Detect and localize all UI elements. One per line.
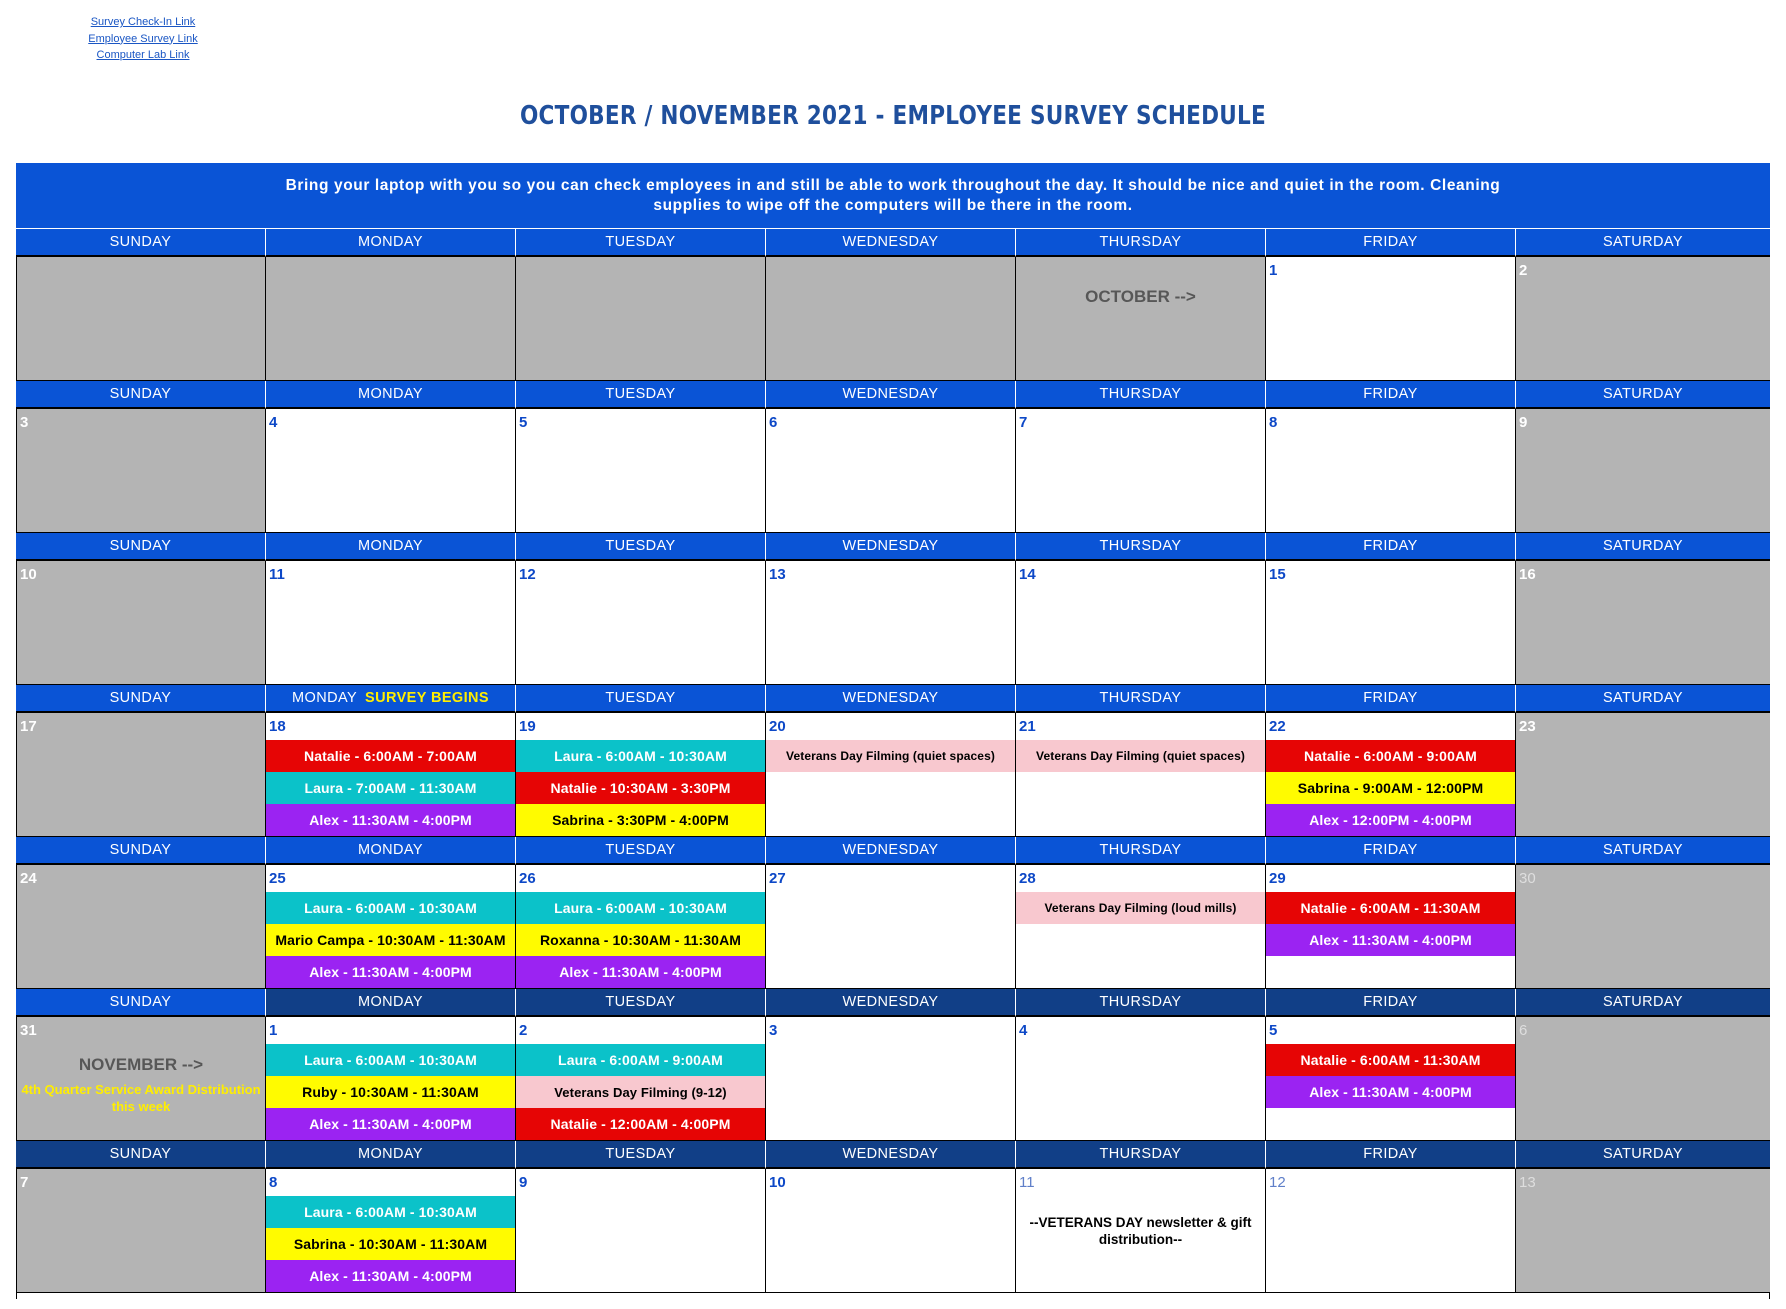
date-number: 22 [1269, 718, 1286, 735]
header-friday: FRIDAY [1266, 533, 1516, 561]
day-cell [16, 561, 266, 684]
header-tuesday: TUESDAY [516, 1141, 766, 1169]
header-saturday: SATURDAY [1516, 989, 1770, 1017]
week-row [16, 409, 1770, 533]
day-cell [1016, 257, 1266, 380]
day-cell [16, 409, 266, 532]
header-tuesday: TUESDAY [516, 837, 766, 865]
day-cell [766, 257, 1016, 380]
date-number: 3 [769, 1022, 778, 1039]
filming-event: Veterans Day Filming (quiet spaces) [1016, 740, 1265, 772]
date-number: 23 [1519, 718, 1536, 735]
date-number: 8 [269, 1174, 278, 1191]
survey-check-in-link[interactable]: Survey Check-In Link [90, 16, 196, 28]
shift-event: Natalie - 6:00AM - 9:00AM [1266, 740, 1515, 772]
weekday-header [16, 989, 1770, 1017]
shift-event: Laura - 6:00AM - 10:30AM [266, 1044, 515, 1076]
day-cell [16, 1169, 266, 1292]
date-number: 13 [769, 566, 786, 583]
date-number: 11 [1019, 1174, 1035, 1191]
day-cell [16, 257, 266, 380]
header-saturday: SATURDAY [1516, 1141, 1770, 1169]
shift-event: Laura - 7:00AM - 11:30AM [266, 772, 515, 804]
employee-survey-link[interactable]: Employee Survey Link [88, 32, 198, 45]
day-cell [1516, 257, 1770, 380]
day-cell [766, 561, 1016, 684]
day-cell [1016, 561, 1266, 684]
shift-event: Alex - 11:30AM - 4:00PM [266, 1260, 515, 1292]
date-number: 10 [20, 566, 37, 583]
notice-banner [16, 163, 1770, 229]
header-friday: FRIDAY [1266, 1141, 1516, 1169]
day-cell [1016, 409, 1266, 532]
date-number: 4 [269, 414, 278, 431]
november-marker: NOVEMBER --> [78, 1055, 204, 1074]
shift-event: Roxanna - 10:30AM - 11:30AM [516, 924, 765, 956]
day-cell [516, 713, 766, 836]
header-saturday: SATURDAY [1516, 533, 1770, 561]
day-cell [1016, 865, 1266, 988]
day-cell [1266, 561, 1516, 684]
day-cell [266, 1017, 516, 1140]
shift-event: Sabrina - 9:00AM - 12:00PM [1266, 772, 1515, 804]
date-number: 3 [20, 414, 29, 431]
date-number: 25 [269, 870, 286, 887]
day-cell [1516, 713, 1770, 836]
calendar [16, 163, 1770, 1299]
shift-event: Natalie - 6:00AM - 11:30AM [1266, 1044, 1515, 1076]
header-sunday: SUNDAY [16, 1141, 266, 1169]
shift-event: Natalie - 6:00AM - 11:30AM [1266, 892, 1515, 924]
date-number: 20 [769, 718, 786, 735]
day-cell [1266, 257, 1516, 380]
day-cell [16, 713, 266, 836]
header-thursday: THURSDAY [1016, 1141, 1266, 1169]
day-cell [766, 865, 1016, 988]
day-cell [516, 1169, 766, 1292]
notice-text: Bring your laptop with you so you can check employees in and still be able to work throughout the day. It should be nice and quiet in the room. Cleaning supplies to wipe off the computers will be there in the room. [285, 176, 1501, 214]
day-cell [1516, 409, 1770, 532]
week-row [16, 1017, 1770, 1141]
header-wednesday: WEDNESDAY [766, 989, 1016, 1017]
day-cell [1016, 1017, 1266, 1140]
shift-event: Laura - 6:00AM - 9:00AM [516, 1044, 765, 1076]
date-number: 7 [1019, 414, 1028, 431]
header-sunday: SUNDAY [16, 229, 266, 257]
date-number: 19 [519, 718, 536, 735]
day-cell [16, 1017, 266, 1140]
veterans-day-note: --VETERANS DAY newsletter & gift distribution-- [1029, 1215, 1252, 1247]
shift-event: Alex - 11:30AM - 4:00PM [1266, 1076, 1515, 1108]
shift-event: Natalie - 6:00AM - 7:00AM [266, 740, 515, 772]
date-number: 2 [519, 1022, 528, 1039]
day-cell [516, 409, 766, 532]
date-number: 28 [1019, 870, 1036, 887]
header-thursday: THURSDAY [1016, 381, 1266, 409]
shift-event: Alex - 11:30AM - 4:00PM [266, 1108, 515, 1140]
shift-event: Alex - 11:30AM - 4:00PM [516, 956, 765, 988]
header-monday: MONDAY [266, 989, 516, 1017]
date-number: 5 [519, 414, 528, 431]
weekday-header [16, 685, 1770, 713]
header-wednesday: WEDNESDAY [766, 229, 1016, 257]
header-thursday: THURSDAY [1016, 229, 1266, 257]
date-number: 4 [1019, 1022, 1028, 1039]
shift-event: Alex - 11:30AM - 4:00PM [1266, 924, 1515, 956]
day-cell [1016, 713, 1266, 836]
day-cell [1266, 1169, 1516, 1292]
day-cell [1266, 713, 1516, 836]
date-number: 12 [1269, 1174, 1286, 1191]
day-cell [766, 713, 1016, 836]
header-friday: FRIDAY [1266, 989, 1516, 1017]
header-friday: FRIDAY [1266, 381, 1516, 409]
date-number: 7 [20, 1174, 29, 1191]
award-note: 4th Quarter Service Award Distribution this week [21, 1082, 261, 1114]
day-cell [766, 1169, 1016, 1292]
weekday-header [16, 1141, 1770, 1169]
day-cell [516, 865, 766, 988]
survey-begins-label: SURVEY BEGINS [365, 690, 489, 706]
date-number: 16 [1519, 566, 1536, 583]
date-number: 6 [769, 414, 778, 431]
header-monday: MONDAY [266, 229, 516, 257]
header-tuesday: TUESDAY [516, 685, 766, 713]
shift-event: Mario Campa - 10:30AM - 11:30AM [266, 924, 515, 956]
day-cell [266, 561, 516, 684]
week-row [16, 561, 1770, 685]
shift-event: Natalie - 12:00AM - 4:00PM [516, 1108, 765, 1140]
header-thursday: THURSDAY [1016, 989, 1266, 1017]
shift-event: Alex - 12:00PM - 4:00PM [1266, 804, 1515, 836]
header-tuesday: TUESDAY [516, 381, 766, 409]
october-marker: OCTOBER --> [1085, 287, 1196, 306]
day-cell [266, 409, 516, 532]
day-cell [766, 409, 1016, 532]
header-tuesday: TUESDAY [516, 989, 766, 1017]
date-number: 8 [1269, 414, 1278, 431]
shift-event: Laura - 6:00AM - 10:30AM [516, 892, 765, 924]
weekday-header [16, 229, 1770, 257]
date-number: 5 [1269, 1022, 1278, 1039]
day-cell [266, 865, 516, 988]
day-cell [1266, 409, 1516, 532]
header-monday: MONDAY [266, 381, 516, 409]
week-row [16, 1169, 1770, 1293]
header-monday [266, 685, 516, 713]
header-wednesday: WEDNESDAY [766, 533, 1016, 561]
header-saturday: SATURDAY [1516, 381, 1770, 409]
header-saturday: SATURDAY [1516, 229, 1770, 257]
date-number: 9 [1519, 414, 1528, 431]
date-number: 13 [1519, 1174, 1536, 1191]
header-monday-label: MONDAY [292, 690, 358, 706]
date-number: 2 [1519, 262, 1528, 279]
day-cell [16, 865, 266, 988]
shift-event: Laura - 6:00AM - 10:30AM [266, 892, 515, 924]
header-monday: MONDAY [266, 837, 516, 865]
date-number: 21 [1019, 718, 1036, 735]
date-number: 17 [20, 718, 37, 735]
week-row [16, 865, 1770, 989]
header-tuesday: TUESDAY [516, 533, 766, 561]
day-cell [1266, 865, 1516, 988]
header-saturday: SATURDAY [1516, 837, 1770, 865]
date-number: 31 [20, 1022, 37, 1039]
day-cell [766, 1017, 1016, 1140]
computer-lab-link[interactable]: Computer Lab Link [96, 49, 190, 61]
header-thursday: THURSDAY [1016, 685, 1266, 713]
header-friday: FRIDAY [1266, 685, 1516, 713]
date-number: 12 [519, 566, 536, 583]
header-thursday: THURSDAY [1016, 533, 1266, 561]
date-number: 9 [519, 1174, 528, 1191]
header-sunday: SUNDAY [16, 533, 266, 561]
header-sunday: SUNDAY [16, 837, 266, 865]
shift-event: Laura - 6:00AM - 10:30AM [516, 740, 765, 772]
header-monday: MONDAY [266, 1141, 516, 1169]
shift-event: Natalie - 10:30AM - 3:30PM [516, 772, 765, 804]
shift-event: Alex - 11:30AM - 4:00PM [266, 804, 515, 836]
header-wednesday: WEDNESDAY [766, 685, 1016, 713]
day-cell [1266, 1017, 1516, 1140]
date-number: 10 [769, 1174, 786, 1191]
day-cell [266, 257, 516, 380]
date-number: 29 [1269, 870, 1286, 887]
header-sunday: SUNDAY [16, 381, 266, 409]
date-number: 30 [1519, 870, 1536, 887]
date-number: 18 [269, 718, 286, 735]
header-wednesday: WEDNESDAY [766, 1141, 1016, 1169]
date-number: 14 [1019, 566, 1036, 583]
date-number: 15 [1269, 566, 1286, 583]
page-title: OCTOBER / NOVEMBER 2021 - EMPLOYEE SURVEY SCHEDULE [519, 101, 1267, 131]
day-cell [516, 561, 766, 684]
calendar-bottom-edge [16, 1293, 1770, 1299]
header-wednesday: WEDNESDAY [766, 837, 1016, 865]
date-number: 11 [269, 566, 285, 583]
filming-event: Veterans Day Filming (9-12) [516, 1076, 765, 1108]
date-number: 1 [1269, 262, 1278, 279]
shift-event: Alex - 11:30AM - 4:00PM [266, 956, 515, 988]
header-friday: FRIDAY [1266, 837, 1516, 865]
date-number: 26 [519, 870, 536, 887]
day-cell [266, 713, 516, 836]
shift-event: Sabrina - 10:30AM - 11:30AM [266, 1228, 515, 1260]
day-cell [1516, 1017, 1770, 1140]
week-row [16, 257, 1770, 381]
shift-event: Laura - 6:00AM - 10:30AM [266, 1196, 515, 1228]
day-cell [266, 1169, 516, 1292]
day-cell [1016, 1169, 1266, 1292]
day-cell [516, 257, 766, 380]
weekday-header [16, 533, 1770, 561]
shift-event: Sabrina - 3:30PM - 4:00PM [516, 804, 765, 836]
header-thursday: THURSDAY [1016, 837, 1266, 865]
filming-event: Veterans Day Filming (quiet spaces) [766, 740, 1015, 772]
date-number: 27 [769, 870, 786, 887]
header-friday: FRIDAY [1266, 229, 1516, 257]
weekday-header [16, 381, 1770, 409]
day-cell [516, 1017, 766, 1140]
day-cell [1516, 1169, 1770, 1292]
header-saturday: SATURDAY [1516, 685, 1770, 713]
date-number: 6 [1519, 1022, 1528, 1039]
date-number: 1 [269, 1022, 278, 1039]
shift-event: Ruby - 10:30AM - 11:30AM [266, 1076, 515, 1108]
header-wednesday: WEDNESDAY [766, 381, 1016, 409]
day-cell [1516, 865, 1770, 988]
header-sunday: SUNDAY [16, 685, 266, 713]
header-monday: MONDAY [266, 533, 516, 561]
day-cell [1516, 561, 1770, 684]
quick-links [64, 14, 222, 64]
header-sunday: SUNDAY [16, 989, 266, 1017]
week-row [16, 713, 1770, 837]
header-tuesday: TUESDAY [516, 229, 766, 257]
date-number: 24 [20, 870, 37, 887]
filming-event: Veterans Day Filming (loud mills) [1016, 892, 1265, 924]
weekday-header [16, 837, 1770, 865]
